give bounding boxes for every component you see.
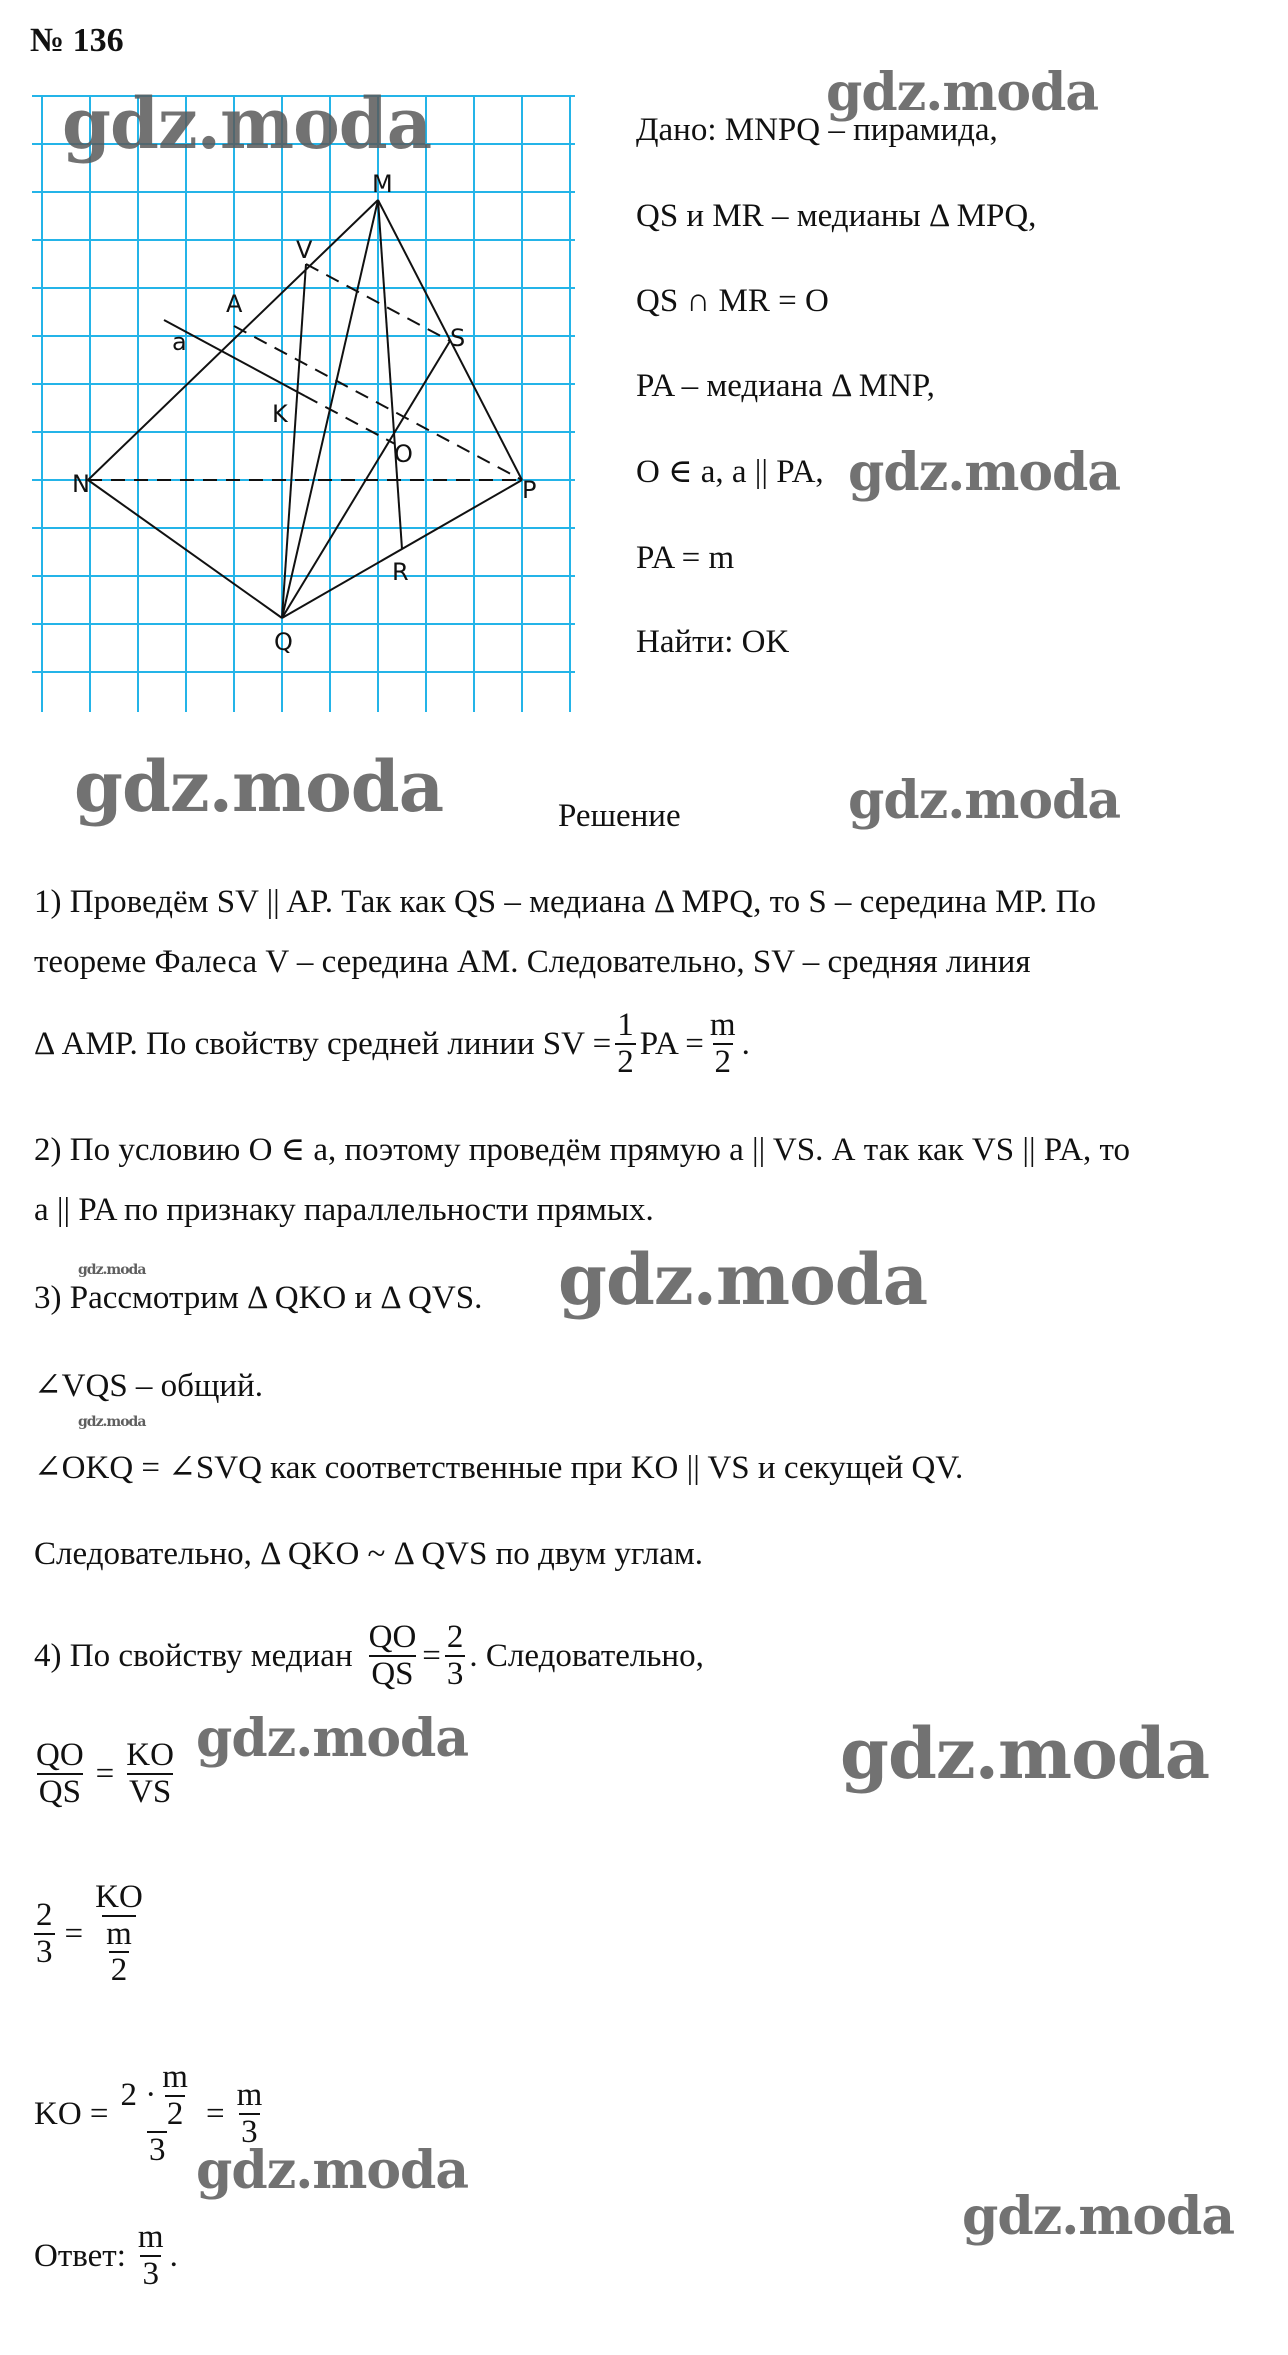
step-2-line: 2) По условию O ∈ a, поэтому проведём прямую a || VS. А так как VS || PA, то [34, 1132, 1130, 1168]
step-2-line: a || PA по признаку параллельности прямых. [34, 1192, 654, 1228]
fraction [708, 1008, 738, 1079]
watermark: gdz.moda [62, 82, 432, 165]
given-line: QS и MR – медианы Δ MPQ, [636, 198, 1037, 234]
solution-heading: Решение [558, 798, 681, 834]
fraction-denominator: QS [371, 1655, 414, 1692]
fraction-numerator: QO [36, 1737, 84, 1773]
fraction-numerator: m [236, 2077, 263, 2114]
step-3-line: Следовательно, Δ QKO ~ Δ QVS по двум углам. [34, 1536, 704, 1572]
fraction [445, 1620, 466, 1691]
fraction [34, 1738, 86, 1809]
step-1-text: . [741, 1025, 750, 1062]
fraction-numerator: 2 [36, 1897, 53, 1934]
step-1-text: Δ AMP. По свойству средней линии SV = [34, 1025, 612, 1062]
label-A: A [226, 290, 243, 318]
fraction-denominator: 3 [446, 1655, 464, 1692]
label-K: K [272, 400, 288, 428]
fraction-numerator: KO [126, 1737, 174, 1773]
fraction-numerator: m [162, 2059, 188, 2095]
label-O: O [394, 440, 413, 468]
fraction-denominator: 2 [617, 1043, 634, 1080]
fraction [104, 1917, 134, 1988]
watermark: gdz.moda [74, 745, 444, 828]
label-S: S [450, 324, 466, 352]
fraction-numerator: 1 [617, 1007, 634, 1043]
step-4-text: 4) По свойству медиан [34, 1637, 353, 1674]
label-V: V [296, 236, 313, 264]
watermark: gdz.moda [196, 2140, 469, 2201]
problem-number: № 136 [30, 22, 124, 59]
fraction [124, 1738, 176, 1809]
watermark: gdz.moda [196, 1708, 469, 1769]
step-3-line: 3) Рассмотрим Δ QKO и Δ QVS. [34, 1280, 483, 1316]
step-1-line: 1) Проведём SV || AP. Так как QS – медиана Δ MPQ, то S – середина MP. По [34, 884, 1096, 920]
answer-label: Ответ: [34, 2237, 126, 2274]
equals-sign: = [64, 1915, 84, 1952]
step-4-text: . Следовательно, [469, 1637, 704, 1674]
label-M: M [372, 170, 393, 198]
watermark: gdz.moda [840, 1712, 1210, 1795]
find-line: Найти: OK [636, 624, 790, 660]
watermark: gdz.moda [848, 442, 1121, 503]
watermark: gdz.moda [78, 1262, 146, 1278]
fraction-denominator: 2 [166, 2095, 184, 2132]
grid [32, 96, 575, 712]
equation-lhs: KO = [34, 2095, 109, 2132]
step-4-formula [34, 1620, 704, 1691]
equals-sign: = [205, 2095, 225, 2132]
fraction-denominator: 2 [110, 1952, 128, 1989]
numerator-text: 2 · [120, 2077, 157, 2114]
step-1-formula [34, 1008, 750, 1079]
step-3-line: ∠VQS – общий. [34, 1368, 263, 1404]
fraction-denominator: 3 [241, 2113, 258, 2150]
watermark: gdz.moda [78, 1414, 146, 1430]
given-line: PA = m [636, 540, 735, 576]
answer [34, 2220, 178, 2291]
fraction-denominator: 3 [36, 1933, 53, 1970]
fraction-denominator: 3 [142, 2255, 159, 2292]
fraction-numerator: QO [368, 1619, 417, 1655]
line-a-dashed [305, 396, 395, 444]
label-a: a [172, 328, 187, 356]
fraction-numerator: m [709, 1007, 736, 1043]
watermark: gdz.moda [826, 62, 1099, 123]
fraction [34, 1898, 55, 1969]
answer-end: . [169, 2237, 178, 2274]
given-line: Дано: MNPQ – пирамида, [636, 112, 998, 148]
median-MR [378, 200, 402, 549]
step-1-text: PA = [639, 1025, 704, 1062]
complex-fraction [93, 1880, 145, 1988]
watermark: gdz.moda [848, 770, 1121, 831]
fraction-numerator [119, 2060, 196, 2131]
given-line: QS ∩ MR = O [636, 283, 829, 319]
equals-sign: = [95, 1755, 115, 1792]
watermark: gdz.moda [558, 1238, 928, 1321]
given-line: PA – медиана Δ MNP, [636, 368, 935, 404]
complex-fraction [119, 2060, 196, 2168]
equation-3 [34, 2060, 268, 2168]
fraction-denominator: VS [129, 1773, 172, 1810]
fraction-numerator: KO [95, 1879, 143, 1915]
label-R: R [392, 558, 409, 586]
step-1-line: теореме Фалеса V – середина AM. Следовательно, SV – средняя линия [34, 944, 1031, 980]
fraction-numerator: m [137, 2219, 164, 2255]
equation-1 [34, 1738, 180, 1809]
fraction [160, 2060, 190, 2131]
label-P: P [522, 476, 537, 504]
fraction-denominator: 2 [714, 1043, 731, 1080]
label-N: N [72, 470, 90, 498]
fraction-denominator: QS [38, 1773, 81, 1810]
equation-2 [34, 1880, 149, 1988]
fraction [615, 1008, 636, 1079]
given-line: O ∈ a, a || PA, [636, 454, 824, 490]
fraction-numerator: 2 [446, 1619, 464, 1655]
watermark: gdz.moda [962, 2186, 1235, 2247]
step-3-line: ∠OKQ = ∠SVQ как соответственные при KO || VS и секущей QV. [34, 1450, 964, 1486]
fraction-denominator: 3 [148, 2132, 166, 2169]
fraction [235, 2078, 265, 2149]
equals-sign: = [422, 1637, 441, 1674]
fraction [136, 2220, 166, 2291]
label-Q: Q [274, 628, 293, 656]
fraction-denominator [102, 1915, 136, 1988]
fraction [367, 1620, 419, 1691]
fraction-numerator: m [106, 1915, 132, 1952]
